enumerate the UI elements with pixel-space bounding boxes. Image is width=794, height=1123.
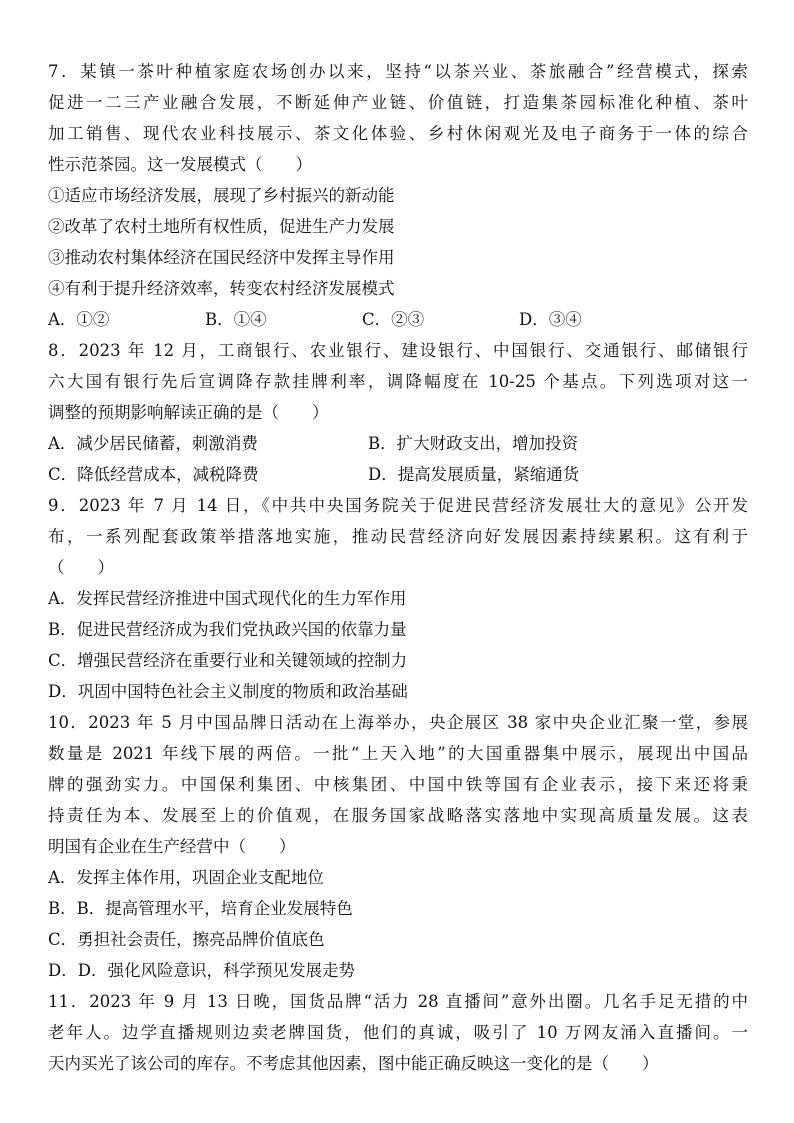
option-a: A．①② xyxy=(48,310,110,329)
question-stem-line: 数量是 2021 年线下展的两倍。一批“上天入地”的大国重器集中展示，展现出中国品 xyxy=(48,744,748,763)
exam-page xyxy=(48,56,748,1079)
question-stem-line: 调整的预期影响解读正确的是（ ） xyxy=(48,403,329,422)
question-stem-line: 7．某镇一茶叶种植家庭农场创办以来，坚持“以茶兴业、茶旅融合”经营模式，探索 xyxy=(48,62,748,81)
option-b: B．B．提高管理水平，培育企业发展特色 xyxy=(48,899,353,918)
option-d: D．提高发展质量，紧缩通货 xyxy=(368,465,580,484)
statement-3: ③推动农村集体经济在国民经济中发挥主导作用 xyxy=(48,248,395,267)
statement-1: ①适应市场经济发展，展现了乡村振兴的新动能 xyxy=(48,186,395,205)
question-stem-line: 11．2023 年 9 月 13 日晚，国货品牌“活力 28 直播间”意外出圈。几名手足无措的中 xyxy=(48,992,748,1011)
question-11 xyxy=(48,986,748,1079)
option-d: D．巩固中国特色社会主义制度的物质和政治基础 xyxy=(48,682,408,701)
question-stem-line: 明国有企业在生产经营中（ ） xyxy=(48,837,296,856)
question-stem-line: 老年人。边学直播规则边卖老牌国货，他们的真诚，吸引了 10 万网友涌入直播间。一 xyxy=(48,1023,748,1042)
question-stem-line: 促进一二三产业融合发展，不断延伸产业链、价值链，打造集茶园标准化种植、茶叶 xyxy=(48,93,748,112)
question-stem-line: （ ） xyxy=(48,558,114,577)
question-stem-line: 加工销售、现代农业科技展示、茶文化体验、乡村休闲观光及电子商务于一体的综合 xyxy=(48,124,748,143)
option-a: A．减少居民储蓄，刺激消费 xyxy=(48,434,258,453)
question-7 xyxy=(48,56,748,335)
option-a: A．发挥主体作用，巩固企业支配地位 xyxy=(48,868,324,887)
option-d: D．D．强化风险意识，科学预见发展走势 xyxy=(48,961,355,980)
question-9 xyxy=(48,490,748,707)
question-stem-line: 9．2023 年 7 月 14 日，《中共中央国务院关于促进民营经济发展壮大的意见》公开发 xyxy=(48,496,748,515)
option-c: C．②③ xyxy=(362,310,425,329)
question-stem-line: 天内买光了该公司的库存。不考虑其他因素，图中能正确反映这一变化的是（ ） xyxy=(48,1054,659,1073)
option-a: A．发挥民营经济推进中国式现代化的生力军作用 xyxy=(48,589,407,608)
options-row xyxy=(48,459,748,490)
option-b: B．扩大财政支出，增加投资 xyxy=(368,434,579,453)
option-c: C．增强民营经济在重要行业和关键领域的控制力 xyxy=(48,651,408,670)
options-row xyxy=(48,304,748,335)
question-stem-line: 持责任为本、发展至上的价值观，在服务国家战略落实落地中实现高质量发展。这表 xyxy=(48,806,748,825)
question-stem-line: 牌的强劲实力。中国保利集团、中核集团、中国中铁等国有企业表示，接下来还将秉 xyxy=(48,775,748,794)
option-d: D．③④ xyxy=(519,310,582,329)
question-stem-line: 10．2023 年 5 月中国品牌日活动在上海举办，央企展区 38 家中央企业汇聚一堂，参展 xyxy=(48,713,748,732)
option-c: C．降低经营成本，减税降费 xyxy=(48,465,259,484)
options-row xyxy=(48,428,748,459)
option-b: B．促进民营经济成为我们党执政兴国的依靠力量 xyxy=(48,620,407,639)
question-8 xyxy=(48,335,748,490)
option-c: C．勇担社会责任，擦亮品牌价值底色 xyxy=(48,930,325,949)
statement-4: ④有利于提升经济效率，转变农村经济发展模式 xyxy=(48,279,395,298)
question-stem-line: 布，一系列配套政策举措落地实施，推动民营经济向好发展因素持续累积。这有利于 xyxy=(48,527,748,546)
question-10 xyxy=(48,707,748,986)
statement-2: ②改革了农村土地所有权性质，促进生产力发展 xyxy=(48,217,395,236)
question-stem-line: 8．2023 年 12 月，工商银行、农业银行、建设银行、中国银行、交通银行、邮储银行 xyxy=(48,341,748,360)
question-stem-line: 性示范茶园。这一发展模式（ ） xyxy=(48,155,312,174)
question-stem-line: 六大国有银行先后宣调降存款挂牌利率，调降幅度在 10-25 个基点。下列选项对这一 xyxy=(48,372,748,391)
option-b: B．①④ xyxy=(205,310,267,329)
